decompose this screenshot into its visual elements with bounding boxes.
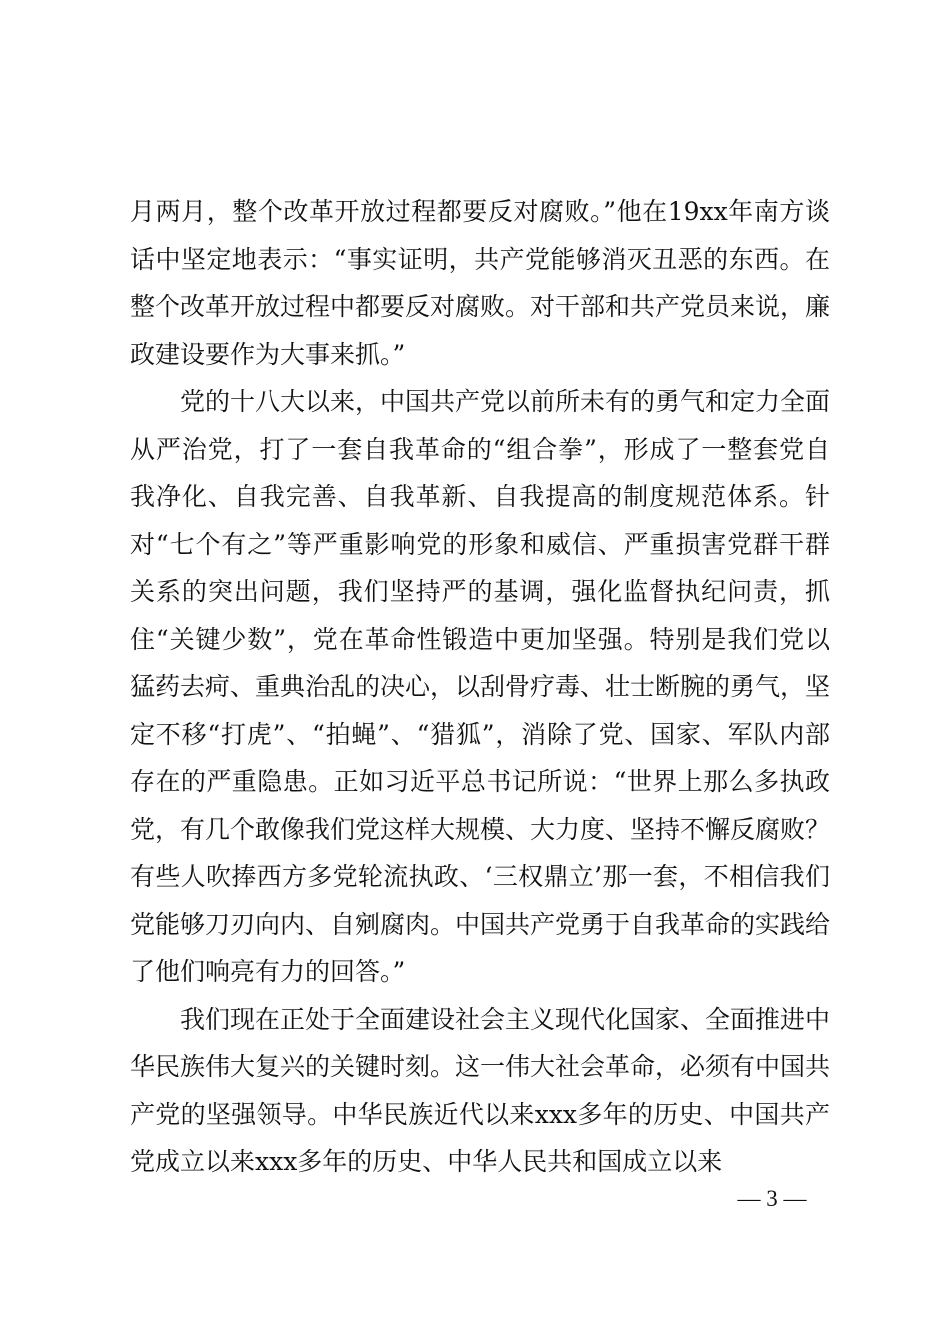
paragraph-modernization: 我们现在正处于全面建设社会主义现代化国家、全面推进中华民族伟大复兴的关键时刻。这一伟大社会革命，必须有中国共产党的坚强领导。中华民族近代以来xxx多年的历史、中国共产党成立以来xxx多年的历史、中华人民共和国成立以来 bbox=[130, 1004, 831, 1176]
paragraph-continued: 月两月，整个改革开放过程都要反对腐败。”他在19xx年南方谈话中坚定地表示：“事实证明，共产党能够消灭丑恶的东西。在整个改革开放过程中都要反对腐败。对干部和共产党员来说，廉政建设要作为大事来抓。” bbox=[130, 197, 831, 369]
paragraph-anti-corruption: 党的十八大以来，中国共产党以前所未有的勇气和定力全面从严治党，打了一套自我革命的“组合拳”，形成了一整套党自我净化、自我完善、自我革新、自我提高的制度规范体系。针对“七个有之”等严重影响党的形象和威信、严重损害党群干群关系的突出问题，我们坚持严的基调，强化监督执纪问责，抓住“关键少数”，党在革命性锻造中更加坚强。特别是我们党以猛药去疴、重典治乱的决心，以刮骨疗毒、壮士断腕的勇气，坚定不移“打虎”、“拍蝇”、“猎狐”，消除了党、国家、军队内部存在的严重隐患。正如习近平总书记所说：“世界上那么多执政党，有几个敢像我们党这样大规模、大力度、坚持不懈反腐败？有些人吹捧西方多党轮流执政、‘三权鼎立’那一套，不相信我们党能够刀刃向内、自剜腐肉。中国共产党勇于自我革命的实践给了他们响亮有力的回答。” bbox=[130, 387, 831, 986]
page-number: — 3 — bbox=[737, 1186, 807, 1211]
body-text bbox=[130, 188, 830, 1186]
